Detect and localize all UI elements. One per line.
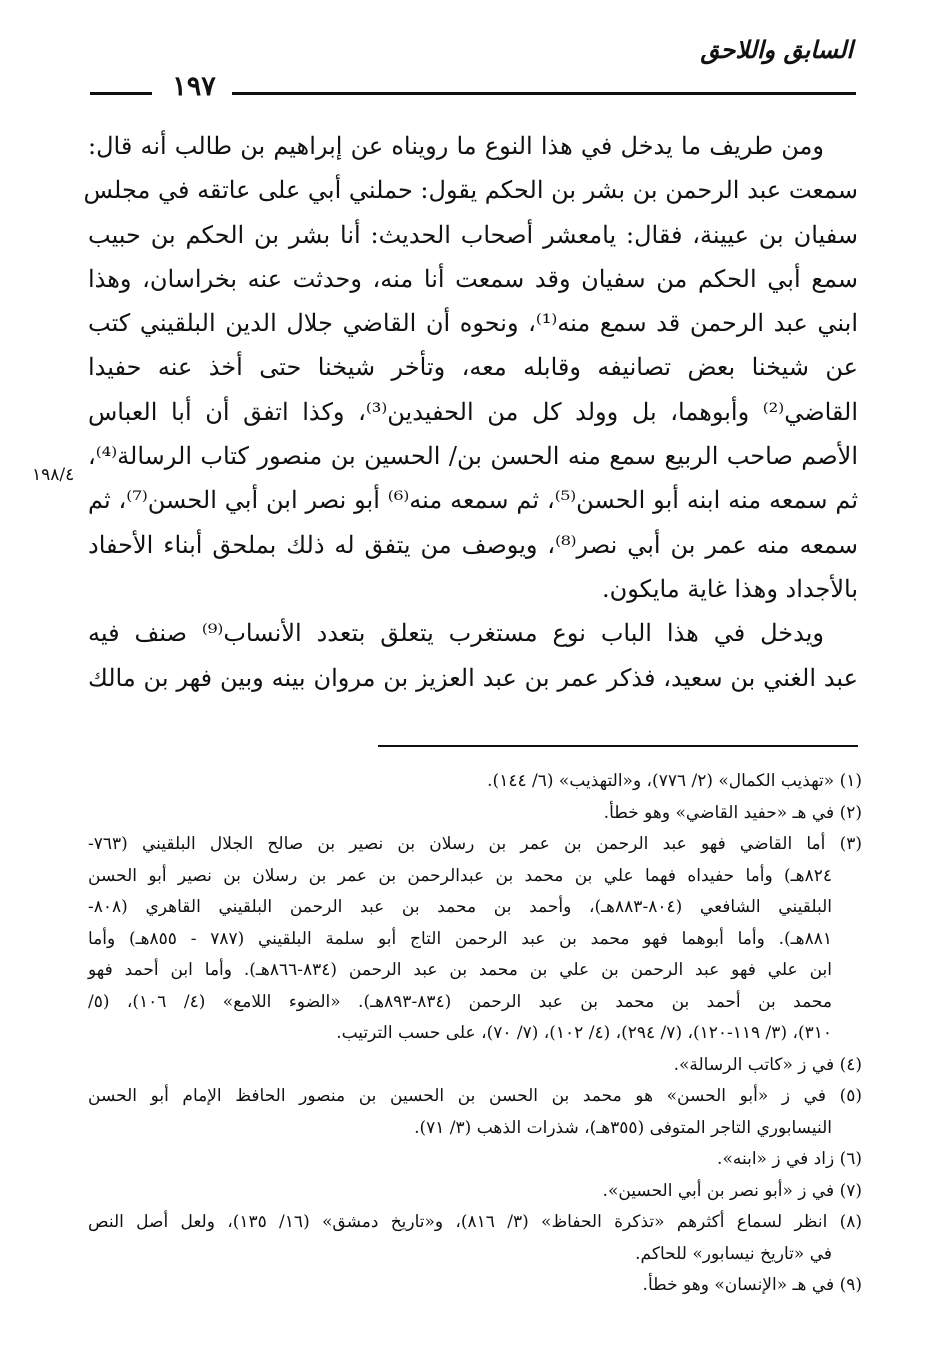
- footnote-line: في «تاريخ نيسابور» للحاكم.: [635, 1243, 832, 1264]
- footnote-line: (١) «تهذيب الكمال» (٢/ ٧٧٦)، و«التهذيب» (٦/ ١٤٤).: [487, 771, 862, 791]
- footnote-line: (٧) في ز «أبو نصر بن أبي الحسين».: [602, 1180, 862, 1201]
- text-line: ومن طريف ما يدخل في هذا النوع ما رويناه عن إبراهيم بن طالب أنه قال:: [88, 132, 824, 160]
- main-text: [83, 124, 859, 700]
- text-line: الأصم صاحب الربيع سمع منه الحسن بن/ الحسين بن منصور كتاب الرسالة⁽⁴⁾،: [88, 442, 858, 471]
- text-line: سمع أبي الحكم من سفيان وقد سمعت أنا منه، وحدثت عنه بخراسان، وهذا: [88, 264, 858, 293]
- footnote-line: محمد بن أحمد بن محمد بن عبد الرحمن (٨٣٤-٨٩٣هـ). «الضوء اللامع» (٤/ ١٠٦)، (٥/: [88, 991, 832, 1012]
- text-line: سمعه منه عمر بن أبي نصر⁽⁸⁾، ويوصف من يتفق له ذلك بملحق أبناء الأحفاد: [88, 530, 859, 559]
- footnote-line: (٤) في ز «كاتب الرسالة».: [673, 1054, 862, 1075]
- footnote-line: (٥) في ز «أبو الحسن» هو محمد بن الحسن بن الحسين بن منصور الحافظ الإمام أبو الحسن: [88, 1086, 862, 1106]
- footnote-line: (٣) أما القاضي فهو عبد الرحمن بن عمر بن رسلان بن نصير بن صالح الجلال البلقيني (٧٦٣-: [88, 834, 862, 854]
- margin-folio-reference: ١٩٨/٤: [32, 465, 75, 485]
- footnote-line: (٦) زاد في ز «ابنه».: [717, 1149, 862, 1169]
- text-line: القاضي⁽²⁾ وأبوهما، بل وولد كل من الحفيدين⁽³⁾، وكذا اتفق أن أبا العباس: [88, 397, 859, 426]
- footnote-line: ٨٢٤هـ) وأما حفيداه فهما علي بن محمد بن عبدالرحمن بن عمر بن رسلان بن نصير أبو الحسن: [88, 865, 832, 886]
- text-line: عن شيخنا بعض تصانيفه وقابله معه، وتأخر شيخنا حتى أخذ عنه حفيدا: [88, 353, 858, 382]
- text-line: ابني عبد الرحمن قد سمع منه⁽¹⁾، ونحوه أن القاضي جلال الدين البلقيني كتب: [88, 309, 858, 338]
- footnote-line: النيسابوري التاجر المتوفى (٣٥٥هـ)، شذرات الذهب (٣/ ٧١).: [414, 1117, 832, 1138]
- text-line: ويدخل في هذا الباب نوع مستغرب يتعلق بتعدد الأنساب⁽⁹⁾ صنف فيه: [88, 619, 825, 648]
- footnote-line: ٨٨١هـ). وأما أبوهما فهو محمد بن عبد الرحمن التاج أبو سلمة البلقيني (٧٨٧ - ٨٥٥هـ) وأما: [88, 928, 832, 949]
- footnotes: [88, 766, 862, 1302]
- text-line: بالأجداد وهذا غاية مايكون.: [601, 574, 858, 603]
- header-rule-left: [90, 92, 152, 95]
- text-line: سمعت عبد الرحمن بن بشر بن الحكم يقول: حملني أبي على عاتقه في مجلس: [83, 176, 858, 205]
- footnote-line: البلقيني الشافعي (٨٠٤-٨٨٣هـ)، وأحمد بن محمد بن عبد الرحمن البلقيني القاهري (٨٠٨-: [88, 897, 832, 917]
- footnote-line: (٩) في هـ «الإنسان» وهو خطأ.: [642, 1275, 862, 1295]
- header-rule-right: [232, 92, 856, 95]
- footnote-line: ٣١٠)، (٣/ ١١٩-١٢٠)، (٧/ ٢٩٤)، (٤/ ١٠٢)، (٧/ ٧٠)، على حسب الترتيب.: [336, 1023, 832, 1043]
- text-line: ثم سمعه منه ابنه أبو الحسن⁽⁵⁾، ثم سمعه منه⁽⁶⁾ أبو نصر ابن أبي الحسن⁽⁷⁾، ثم: [88, 486, 859, 515]
- footnote-separator: [378, 745, 858, 747]
- text-line: عبد الغني بن سعيد، فذكر عمر بن عبد العزيز بن مروان بينه وبين فهر بن مالك: [88, 663, 858, 692]
- footnote-line: (٨) انظر لسماع أكثرهم «تذكرة الحفاظ» (٣/ ٨١٦)، و«تاريخ دمشق» (١٦/ ١٣٥)، ولعل أصل النص: [88, 1212, 863, 1232]
- page-number: ١٩٧: [172, 71, 216, 102]
- text-line: سفيان بن عيينة، فقال: يامعشر أصحاب الحديث: أنا بشر بن الحكم بن حبيب: [88, 220, 858, 249]
- running-title: السابق واللاحق: [700, 35, 853, 64]
- footnote-line: ابن علي فهو عبد الرحمن بن علي بن محمد بن عبد الرحمن (٨٣٤-٨٦٦هـ). وأما ابن أحمد فهو: [88, 960, 832, 980]
- footnote-line: (٢) في هـ «حفيد القاضي» وهو خطأ.: [603, 802, 862, 823]
